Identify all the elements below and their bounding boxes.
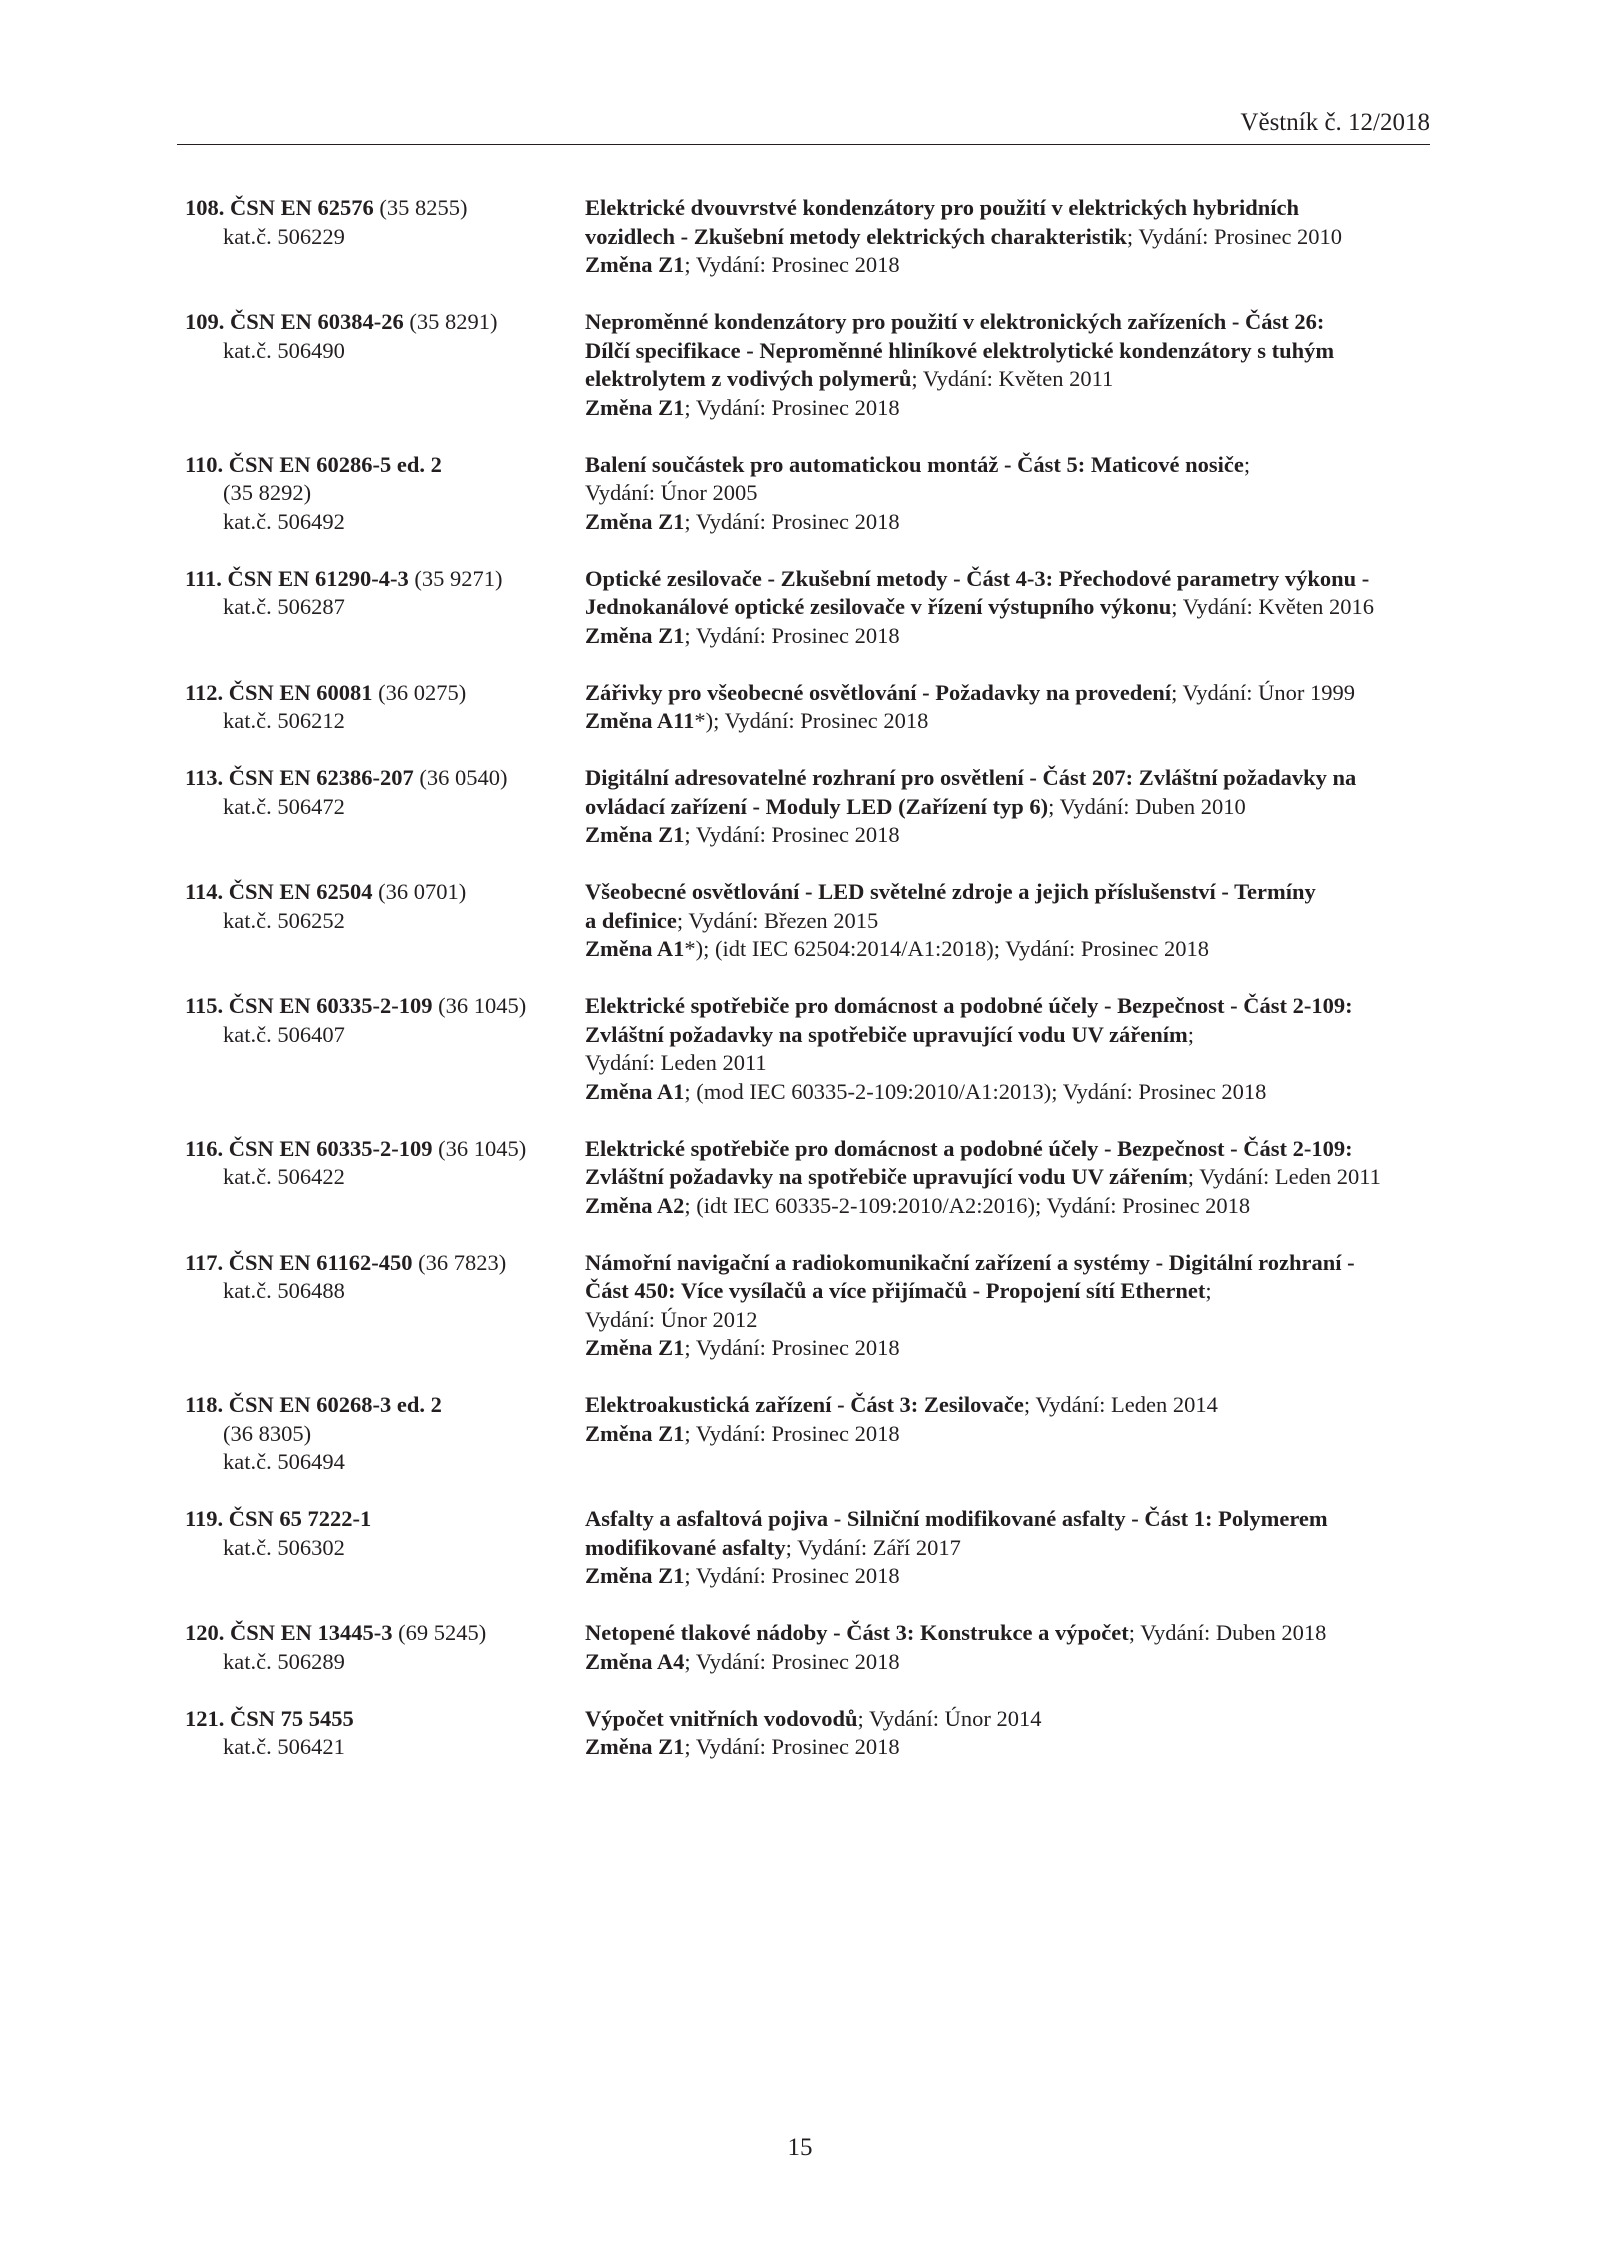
title-text: modifikované asfalty <box>585 1534 786 1560</box>
title-text: Výpočet vnitřních vodovodů <box>585 1705 858 1731</box>
standard-description <box>585 451 1435 537</box>
entry-number: 110. <box>185 451 224 477</box>
description-line <box>585 1391 1435 1420</box>
detail-text: ; (idt IEC 60335-2-109:2010/A2:2016); Vydání: Prosinec 2018 <box>684 1192 1251 1218</box>
detail-text: ; Vydání: Květen 2011 <box>911 366 1114 391</box>
description-line <box>585 1505 1435 1534</box>
title-text: Změna A1 <box>585 1078 685 1104</box>
standards-list <box>185 194 1435 1790</box>
description-line <box>585 194 1435 223</box>
title-text: Změna Z1 <box>585 1563 685 1588</box>
standard-entry <box>185 308 1435 422</box>
catalog-number: kat.č. 506302 <box>223 1534 345 1560</box>
entry-number: 115. <box>185 993 224 1018</box>
detail-text: ; Vydání: Prosinec 2018 <box>684 394 900 420</box>
standard-designation <box>185 1619 585 1676</box>
entry-number: 109. <box>185 309 225 334</box>
classification-ref: (35 8292) <box>223 480 312 505</box>
detail-text: ; Vydání: Prosinec 2018 <box>684 1734 900 1759</box>
title-text: Zvláštní požadavky na spotřebiče upravující vodu UV zářením <box>585 1021 1188 1047</box>
classification-ref: (36 0701) <box>378 879 467 904</box>
entry-number: 119. <box>185 1506 224 1531</box>
page-number: 15 <box>787 2134 813 2161</box>
description-line <box>585 479 1435 508</box>
standard-entry <box>185 1249 1435 1363</box>
description-line <box>585 337 1435 366</box>
standard-designation <box>185 878 585 964</box>
standard-entry <box>185 992 1435 1106</box>
standard-description <box>585 878 1435 964</box>
standard-description <box>585 764 1435 850</box>
standard-description <box>585 308 1435 422</box>
catalog-number: kat.č. 506407 <box>223 1021 345 1047</box>
description-line <box>585 992 1435 1021</box>
standard-code: ČSN EN 60335-2-109 <box>228 993 433 1018</box>
entry-number: 121. <box>185 1705 225 1731</box>
description-line <box>585 1534 1435 1563</box>
title-text: Změna A2 <box>585 1192 685 1218</box>
classification-ref: (35 9271) <box>414 565 503 591</box>
standard-description <box>585 1135 1435 1221</box>
description-line <box>585 251 1435 280</box>
description-line <box>585 593 1435 622</box>
classification-ref: (35 8255) <box>379 195 468 220</box>
description-line <box>585 793 1435 822</box>
catalog-number: kat.č. 506212 <box>223 708 345 733</box>
detail-text: ; Vydání: Prosinec 2018 <box>684 1420 900 1446</box>
description-line <box>585 707 1435 736</box>
classification-ref: (36 8305) <box>223 1420 312 1446</box>
detail-text: ; <box>1205 1278 1212 1303</box>
title-text: Neproměnné kondenzátory pro použití v elektronických zařízeních - Část 26: <box>585 309 1325 334</box>
standard-entry <box>185 565 1435 651</box>
description-line <box>585 821 1435 850</box>
standard-code: ČSN EN 60268-3 ed. 2 <box>228 1392 442 1417</box>
standard-designation <box>185 1705 585 1762</box>
entry-number: 108. <box>185 195 225 220</box>
catalog-number: kat.č. 506289 <box>223 1648 345 1674</box>
standard-code: ČSN 65 7222-1 <box>228 1506 372 1531</box>
standard-designation <box>185 1391 585 1477</box>
description-line <box>585 1049 1435 1078</box>
title-text: Digitální adresovatelné rozhraní pro osvětlení - Část 207: Zvláštní požadavky na <box>585 765 1357 790</box>
classification-ref: (36 1045) <box>438 993 527 1018</box>
title-text: Část 450: Více vysílačů a více přijímačů - Propojení sítí Ethernet <box>585 1278 1206 1303</box>
standard-designation <box>185 451 585 537</box>
catalog-number: kat.č. 506421 <box>223 1734 345 1759</box>
description-line <box>585 1135 1435 1164</box>
detail-text: ; Vydání: Březen 2015 <box>676 907 879 933</box>
description-line <box>585 878 1435 907</box>
detail-text: *); (idt IEC 62504:2014/A1:2018); Vydání: Prosinec 2018 <box>684 936 1209 961</box>
title-text: Elektrické spotřebiče pro domácnost a podobné účely - Bezpečnost - Část 2-109: <box>585 1135 1353 1161</box>
description-line <box>585 1733 1435 1762</box>
detail-text: ; Vydání: Září 2017 <box>785 1534 961 1560</box>
title-text: Změna Z1 <box>585 622 685 648</box>
detail-text: Vydání: Leden 2011 <box>585 1050 767 1075</box>
catalog-number: kat.č. 506490 <box>223 337 345 363</box>
title-text: vozidlech - Zkušební metody elektrických charakteristik <box>585 223 1127 249</box>
description-line <box>585 622 1435 651</box>
detail-text: ; <box>1187 1021 1195 1047</box>
standard-description <box>585 1705 1435 1762</box>
standard-entry <box>185 878 1435 964</box>
detail-text: ; Vydání: Leden 2011 <box>1187 1164 1381 1189</box>
detail-text: ; Vydání: Prosinec 2018 <box>684 1563 900 1588</box>
entry-number: 116. <box>185 1135 224 1161</box>
classification-ref: (36 0540) <box>419 765 508 790</box>
title-text: Optické zesilovače - Zkušební metody - Část 4-3: Přechodové parametry výkonu - <box>585 565 1370 591</box>
catalog-number: kat.č. 506472 <box>223 793 345 819</box>
description-line <box>585 907 1435 936</box>
detail-text: ; Vydání: Únor 2014 <box>857 1705 1042 1731</box>
classification-ref: (36 1045) <box>438 1135 527 1161</box>
standard-designation <box>185 679 585 736</box>
standard-code: ČSN EN 62386-207 <box>228 765 414 790</box>
title-text: Změna A1 <box>585 936 685 961</box>
detail-text: ; Vydání: Duben 2018 <box>1128 1620 1327 1645</box>
description-line <box>585 365 1435 394</box>
description-line <box>585 565 1435 594</box>
title-text: ovládací zařízení - Moduly LED (Zařízení typ 6) <box>585 793 1049 819</box>
detail-text: ; Vydání: Prosinec 2018 <box>684 508 900 534</box>
entry-number: 112. <box>185 679 224 705</box>
standard-entry <box>185 1505 1435 1591</box>
standard-description <box>585 1249 1435 1363</box>
description-line <box>585 1648 1435 1677</box>
standard-entry <box>185 764 1435 850</box>
description-line <box>585 679 1435 708</box>
standard-description <box>585 194 1435 280</box>
title-text: Zvláštní požadavky na spotřebiče upravující vodu UV zářením <box>585 1164 1188 1189</box>
title-text: Změna Z1 <box>585 822 685 847</box>
title-text: Změna Z1 <box>585 508 685 534</box>
standard-code: ČSN EN 13445-3 <box>230 1620 393 1645</box>
standard-entry <box>185 1619 1435 1676</box>
detail-text: ; Vydání: Prosinec 2018 <box>684 1335 900 1360</box>
standard-code: ČSN EN 60335-2-109 <box>228 1135 433 1161</box>
catalog-number: kat.č. 506422 <box>223 1164 345 1189</box>
standard-entry <box>185 194 1435 280</box>
standard-entry <box>185 451 1435 537</box>
title-text: Balení součástek pro automatickou montáž - Část 5: Maticové nosiče <box>585 451 1244 477</box>
description-line <box>585 1078 1435 1107</box>
description-line <box>585 1021 1435 1050</box>
title-text: elektrolytem z vodivých polymerů <box>585 366 912 391</box>
classification-ref: (69 5245) <box>398 1620 487 1645</box>
standard-code: ČSN EN 61162-450 <box>228 1249 413 1275</box>
description-line <box>585 1192 1435 1221</box>
catalog-number: kat.č. 506252 <box>223 907 345 933</box>
standard-designation <box>185 1505 585 1591</box>
catalog-number: kat.č. 506287 <box>223 594 345 619</box>
detail-text: ; Vydání: Prosinec 2018 <box>684 252 900 277</box>
description-line <box>585 1306 1435 1335</box>
standard-designation <box>185 308 585 422</box>
standard-code: ČSN EN 61290-4-3 <box>227 565 409 591</box>
title-text: Změna A4 <box>585 1648 685 1674</box>
standard-designation <box>185 1249 585 1363</box>
entry-number: 118. <box>185 1392 224 1417</box>
catalog-number: kat.č. 506229 <box>223 223 345 249</box>
entry-number: 113. <box>185 765 224 790</box>
description-line <box>585 764 1435 793</box>
standard-entry <box>185 679 1435 736</box>
entry-number: 117. <box>185 1249 224 1275</box>
catalog-number: kat.č. 506492 <box>223 508 345 534</box>
description-line <box>585 508 1435 537</box>
title-text: Asfalty a asfaltová pojiva - Silniční modifikované asfalty - Část 1: Polymerem <box>585 1506 1328 1531</box>
standard-designation <box>185 1135 585 1221</box>
detail-text: ; <box>1243 451 1251 477</box>
title-text: Změna Z1 <box>585 252 685 277</box>
description-line <box>585 1334 1435 1363</box>
title-text: Netopené tlakové nádoby - Část 3: Konstrukce a výpočet <box>585 1620 1129 1645</box>
title-text: Dílčí specifikace - Neproměnné hliníkové elektrolytické kondenzátory s tuhým <box>585 337 1335 363</box>
standard-description <box>585 565 1435 651</box>
description-line <box>585 1705 1435 1734</box>
standard-entry <box>185 1391 1435 1477</box>
title-text: Elektrické spotřebiče pro domácnost a podobné účely - Bezpečnost - Část 2-109: <box>585 993 1353 1018</box>
detail-text: *); Vydání: Prosinec 2018 <box>694 708 929 733</box>
detail-text: ; Vydání: Duben 2010 <box>1048 793 1246 819</box>
detail-text: Vydání: Únor 2005 <box>585 480 758 505</box>
standard-code: ČSN 75 5455 <box>230 1705 354 1731</box>
standard-entry <box>185 1705 1435 1762</box>
standard-designation <box>185 992 585 1106</box>
page-header <box>177 108 1430 145</box>
title-text: Námořní navigační a radiokomunikační zařízení a systémy - Digitální rozhraní - <box>585 1249 1355 1275</box>
description-line <box>585 1420 1435 1449</box>
entry-number: 120. <box>185 1620 225 1645</box>
standard-description <box>585 679 1435 736</box>
title-text: Všeobecné osvětlování - LED světelné zdroje a jejich příslušenství - Termíny <box>585 879 1316 904</box>
standard-code: ČSN EN 60286-5 ed. 2 <box>228 451 442 477</box>
standard-code: ČSN EN 62504 <box>228 879 373 904</box>
description-line <box>585 1163 1435 1192</box>
standard-description <box>585 1619 1435 1676</box>
description-line <box>585 1249 1435 1278</box>
title-text: Zářivky pro všeobecné osvětlování - Požadavky na provedení <box>585 679 1172 705</box>
standard-code: ČSN EN 62576 <box>230 195 374 220</box>
detail-text: ; Vydání: Prosinec 2010 <box>1126 223 1343 249</box>
description-line <box>585 1277 1435 1306</box>
entry-number: 114. <box>185 879 224 904</box>
detail-text: Vydání: Únor 2012 <box>585 1306 758 1332</box>
classification-ref: (36 0275) <box>378 679 467 705</box>
detail-text: ; Vydání: Leden 2014 <box>1023 1392 1218 1417</box>
detail-text: ; Vydání: Prosinec 2018 <box>684 622 900 648</box>
title-text: Změna Z1 <box>585 394 685 420</box>
description-line <box>585 223 1435 252</box>
detail-text: ; Vydání: Prosinec 2018 <box>684 1648 900 1674</box>
description-line <box>585 1619 1435 1648</box>
detail-text: ; (mod IEC 60335-2-109:2010/A1:2013); Vydání: Prosinec 2018 <box>684 1078 1267 1104</box>
standard-entry <box>185 1135 1435 1221</box>
description-line <box>585 451 1435 480</box>
title-text: Změna A11 <box>585 708 695 733</box>
standard-designation <box>185 764 585 850</box>
catalog-number: kat.č. 506488 <box>223 1278 345 1303</box>
title-text: a definice <box>585 907 677 933</box>
title-text: Změna Z1 <box>585 1420 685 1446</box>
description-line <box>585 1562 1435 1591</box>
title-text: Změna Z1 <box>585 1734 685 1759</box>
title-text: Jednokanálové optické zesilovače v řízení výstupního výkonu <box>585 594 1172 619</box>
title-text: Elektroakustická zařízení - Část 3: Zesilovače <box>585 1392 1024 1417</box>
title-text: Změna Z1 <box>585 1335 685 1360</box>
description-line <box>585 308 1435 337</box>
standard-code: ČSN EN 60081 <box>228 679 373 705</box>
detail-text: ; Vydání: Únor 1999 <box>1171 679 1356 705</box>
classification-ref: (35 8291) <box>409 309 498 334</box>
detail-text: ; Vydání: Květen 2016 <box>1171 594 1374 619</box>
detail-text: ; Vydání: Prosinec 2018 <box>684 822 900 847</box>
standard-code: ČSN EN 60384-26 <box>230 309 404 334</box>
title-text: Elektrické dvouvrstvé kondenzátory pro použití v elektrických hybridních <box>585 195 1299 220</box>
standard-designation <box>185 565 585 651</box>
catalog-number: kat.č. 506494 <box>223 1449 345 1474</box>
publication-title: Věstník č. 12/2018 <box>1240 109 1430 136</box>
description-line <box>585 935 1435 964</box>
standard-description <box>585 1391 1435 1448</box>
description-line <box>585 394 1435 423</box>
standard-description <box>585 1505 1435 1591</box>
standard-designation <box>185 194 585 280</box>
classification-ref: (36 7823) <box>418 1249 507 1275</box>
entry-number: 111. <box>185 565 222 591</box>
standard-description <box>585 992 1435 1106</box>
